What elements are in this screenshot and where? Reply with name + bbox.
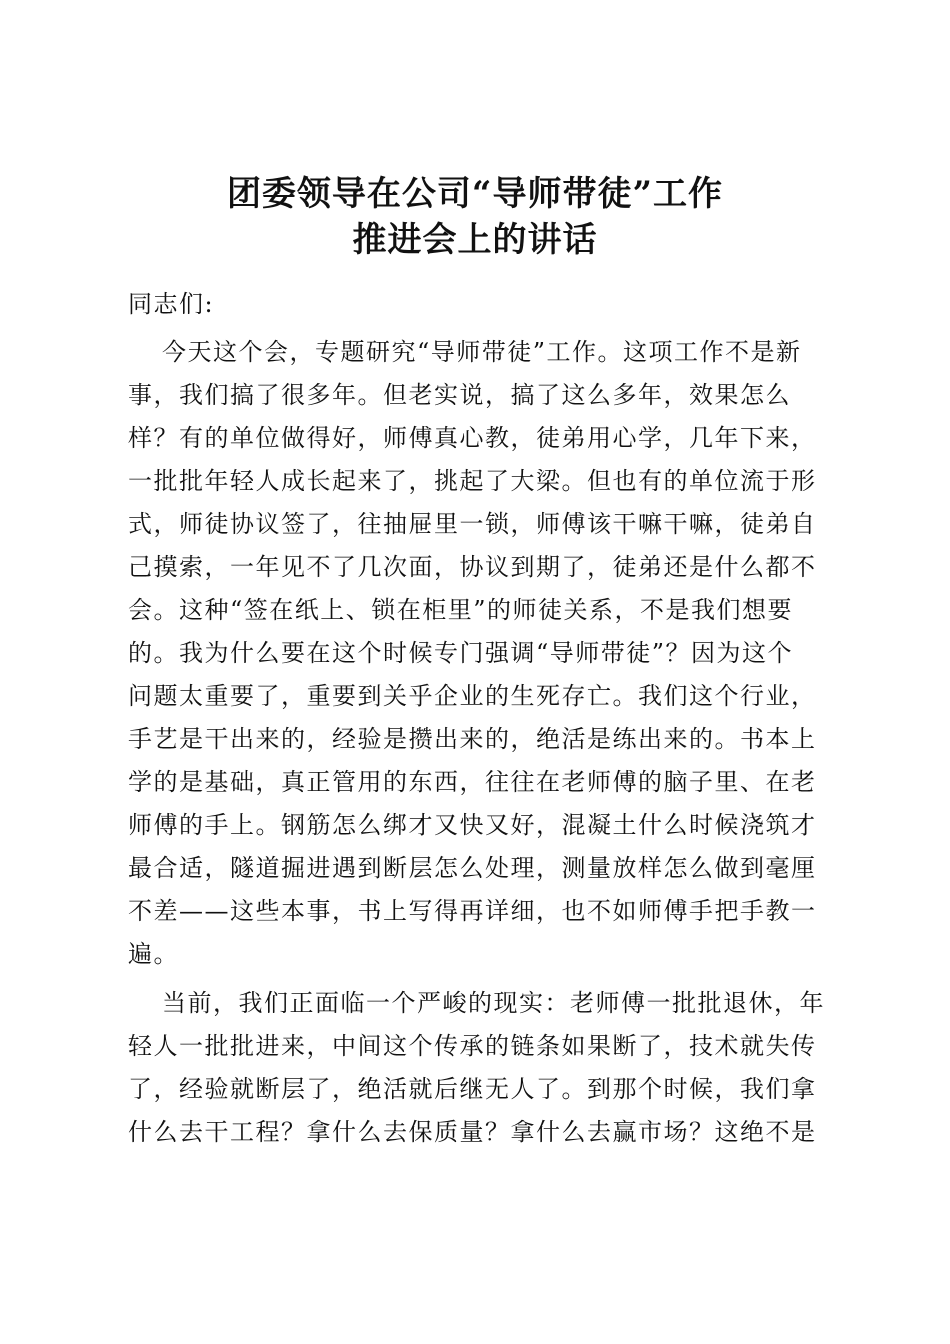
paragraph-1-line: 不差——这些本事，书上写得再详细，也不如师傅手把手教一: [128, 897, 817, 925]
document-title-line-2: 推进会上的讲话: [352, 220, 598, 260]
document-title-line-1: 团委领导在公司“导师带徒”工作: [226, 174, 724, 214]
paragraph-1-line: 式，师徒协议签了，往抽屉里一锁，师傅该干嘛干嘛，徒弟自: [128, 510, 817, 538]
paragraph-1-line: 一批批年轻人成长起来了，挑起了大梁。但也有的单位流于形: [128, 467, 817, 495]
paragraph-1-line: 己摸索，一年见不了几次面，协议到期了，徒弟还是什么都不: [128, 553, 817, 581]
paragraph-1-line: 样？有的单位做得好，师傅真心教，徒弟用心学，几年下来，: [128, 424, 817, 452]
paragraph-1-line: 最合适，隧道掘进遇到断层怎么处理，测量放样怎么做到毫厘: [128, 854, 817, 882]
paragraph-1-line: 会。这种“签在纸上、锁在柜里”的师徒关系，不是我们想要: [128, 596, 794, 624]
paragraph-1-line: 事，我们搞了很多年。但老实说，搞了这么多年，效果怎么: [128, 381, 791, 409]
paragraph-1-line: 的。我为什么要在这个时候专门强调“导师带徒”？因为这个: [128, 639, 794, 667]
paragraph-2-line: 什么去干工程？拿什么去保质量？拿什么去赢市场？这绝不是: [128, 1118, 817, 1146]
paragraph-1-line: 遍。: [128, 940, 179, 968]
salutation: 同志们:: [128, 290, 215, 318]
paragraph-2-line: 当前，我们正面临一个严峻的现实：老师傅一批批退休，年: [162, 989, 825, 1017]
paragraph-1-line: 今天这个会，专题研究“导师带徒”工作。这项工作不是新: [162, 338, 802, 366]
paragraph-2-line: 了，经验就断层了，绝活就后继无人了。到那个时候，我们拿: [128, 1075, 817, 1103]
paragraph-2-line: 轻人一批批进来，中间这个传承的链条如果断了，技术就失传: [128, 1032, 817, 1060]
paragraph-1-line: 手艺是干出来的，经验是攒出来的，绝活是练出来的。书本上: [128, 725, 817, 753]
paragraph-1-line: 问题太重要了，重要到关乎企业的生死存亡。我们这个行业，: [128, 682, 817, 710]
paragraph-1-line: 师傅的手上。钢筋怎么绑才又快又好，混凝土什么时候浇筑才: [128, 811, 817, 839]
paragraph-1-line: 学的是基础，真正管用的东西，往往在老师傅的脑子里、在老: [128, 768, 817, 796]
